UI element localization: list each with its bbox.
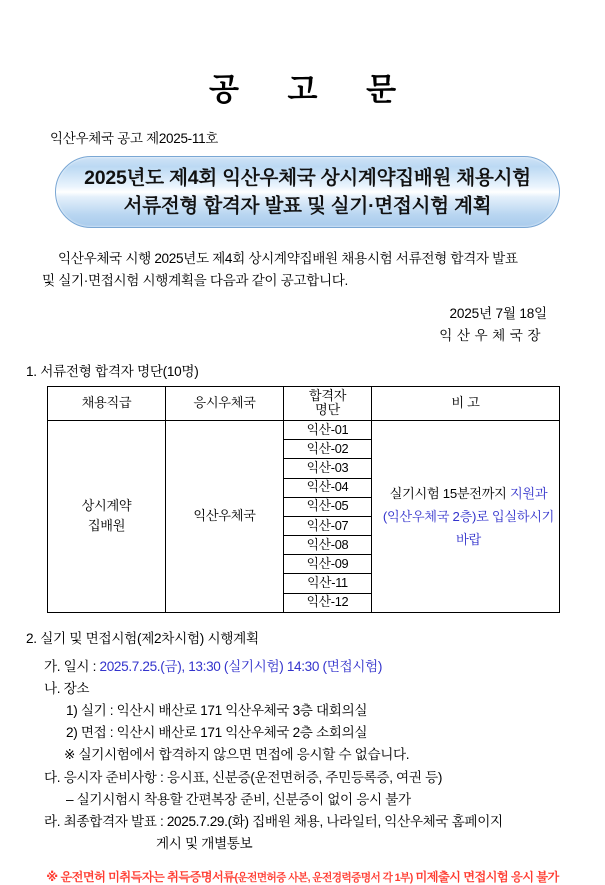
header-passer-list-line-2: 명단 xyxy=(315,402,340,418)
section-1-title: 1. 서류전형 합격자 명단(10명) xyxy=(26,363,199,379)
header-passer-list-line-1: 합격자 xyxy=(308,387,347,403)
warning-part-4: 미제출시 면접시험 응시 불가 xyxy=(412,870,559,885)
cell-remark xyxy=(372,420,560,612)
item-schedule xyxy=(26,656,605,678)
intro-line-1: 익산우체국 시행 2025년도 제4회 상시계약집배원 채용시험 서류전형 합격자 발표 xyxy=(58,251,518,266)
item-venue-interview: 2) 면접 : 익산시 배산로 171 익산우체국 2층 소회의실 xyxy=(66,725,368,741)
cell-candidate-code: 익산-02 xyxy=(284,440,372,459)
warning-part-3: (운전면허증 사본, 운전경력증명서 각 1부) xyxy=(234,872,413,885)
remark-black-text: 실기시험 15분전까지 xyxy=(389,485,510,501)
driver-license-warning xyxy=(0,855,605,885)
signature-block xyxy=(0,292,605,346)
header-passer-list xyxy=(284,386,372,420)
roster-table-wrap xyxy=(0,380,605,613)
intro-line-2: 및 실기·면접시험 시행계획을 다음과 같이 공고합니다. xyxy=(42,273,348,289)
title-banner-wrap xyxy=(0,156,605,228)
item-venue-practical: 1) 실기 : 익산시 배산로 171 익산우체국 3층 대회의실 xyxy=(66,703,368,719)
cell-candidate-code: 익산-11 xyxy=(284,574,372,593)
cell-candidate-code: 익산-03 xyxy=(284,459,372,478)
warning-part-1: 운전면허 미취득자는 xyxy=(60,870,168,885)
cell-candidate-code: 익산-07 xyxy=(284,516,372,535)
header-remark: 비 고 xyxy=(372,386,560,420)
banner-title-line-2: 서류전형 합격자 발표 및 실기·면접시험 계획 xyxy=(123,195,492,217)
table-row xyxy=(48,420,560,439)
remark-blue-text: 지원과 xyxy=(509,485,548,501)
warning-mark-icon: ※ xyxy=(46,870,61,885)
table-header-row xyxy=(48,386,560,420)
recruit-grade-line-1: 상시계약 xyxy=(81,497,132,513)
cell-candidate-code: 익산-12 xyxy=(284,593,372,612)
header-applied-office: 응시우체국 xyxy=(166,386,284,420)
banner-title-line-1: 2025년도 제4회 익산우체국 상시계약집배원 채용시험 xyxy=(84,166,531,189)
cell-candidate-code: 익산-01 xyxy=(284,420,372,439)
cell-candidate-code: 익산-04 xyxy=(284,478,372,497)
item-final-announcement: 라. 최종합격자 발표 : 2025.7.29.(화) 집배원 채용, 나라일터, 익산우체국 홈페이지 xyxy=(44,813,503,829)
remark-line-1 xyxy=(379,482,558,505)
cell-recruit-grade xyxy=(48,420,166,612)
page-title: 공 고 문 xyxy=(208,72,417,107)
issuer-name: 익산우체국장 xyxy=(439,327,545,343)
remark-line-2: (익산우체국 2층)로 입실하시기 바랍 xyxy=(382,508,555,547)
warning-part-2: 취득증명서류 xyxy=(167,870,235,885)
section-2-body xyxy=(0,647,605,855)
table-body xyxy=(48,420,560,612)
item-preparation: 다. 응시자 준비사항 : 응시표, 신분증(운전면허증, 주민등록증, 여권 등) xyxy=(44,769,443,785)
recruit-grade-line-2: 집배원 xyxy=(87,518,126,534)
title-banner xyxy=(55,156,560,228)
header-recruit-grade: 채용직급 xyxy=(48,386,166,420)
cell-candidate-code: 익산-09 xyxy=(284,555,372,574)
item-schedule-label: 가. 일시 : xyxy=(44,658,100,674)
cell-candidate-code: 익산-08 xyxy=(284,536,372,555)
item-venue-note: ※ 실기시험에서 합격하지 않으면 면접에 응시할 수 없습니다. xyxy=(64,747,410,763)
cell-applied-office: 익산우체국 xyxy=(166,420,284,612)
issue-date: 2025년 7월 18일 xyxy=(449,306,547,322)
item-final-announcement-cont: 게시 및 개별통보 xyxy=(156,836,253,852)
item-preparation-dash: – 실기시험시 착용할 간편복장 준비, 신분증이 없이 응시 불가 xyxy=(66,791,411,807)
intro-paragraph xyxy=(0,228,605,292)
successful-applicants-table xyxy=(47,386,560,613)
notice-number: 익산우체국 공고 제2025-11호 xyxy=(50,131,219,146)
item-schedule-value: 2025.7.25.(금), 13:30 (실기시험) 14:30 (면접시험) xyxy=(99,658,382,674)
item-venue-label: 나. 장소 xyxy=(44,681,90,696)
cell-candidate-code: 익산-05 xyxy=(284,497,372,516)
section-2-title: 2. 실기 및 면접시험(제2차시험) 시행계획 xyxy=(26,630,259,646)
